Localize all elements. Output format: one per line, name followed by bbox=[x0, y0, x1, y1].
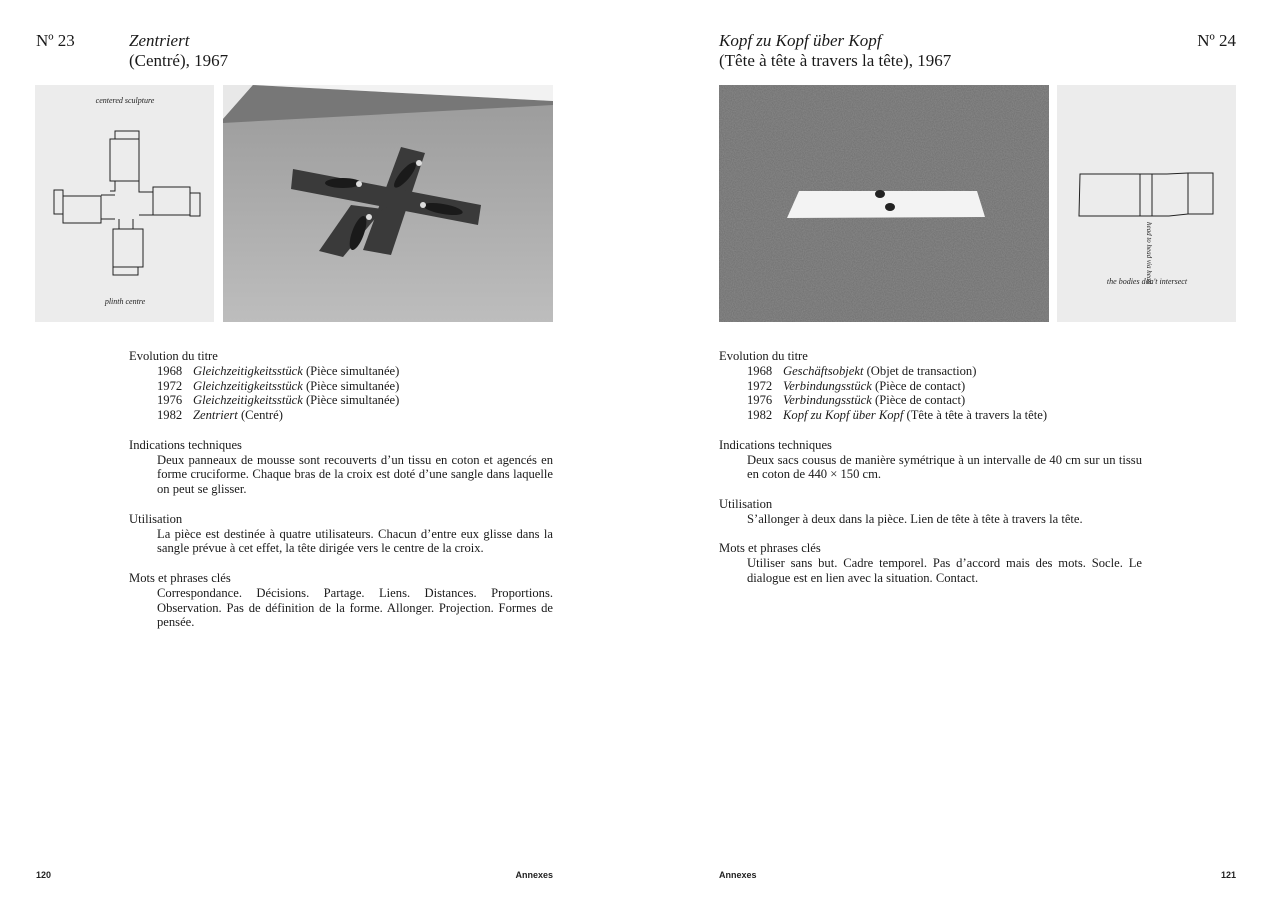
evolution-entry bbox=[719, 379, 1142, 394]
sketch-caption-vertical: head to head via head bbox=[1145, 222, 1153, 284]
evolution-entry bbox=[719, 393, 1142, 408]
work-title bbox=[719, 31, 951, 71]
sketch-centered-sculpture bbox=[35, 85, 214, 322]
entry-title-fr: (Pièce de contact) bbox=[875, 393, 966, 408]
running-footer: Annexes bbox=[515, 870, 553, 880]
section-heading: Indications techniques bbox=[719, 437, 832, 452]
entry-title-de: Geschäftsobjekt bbox=[783, 363, 864, 378]
section-technique bbox=[719, 438, 1142, 482]
section-heading: Evolution du titre bbox=[129, 349, 218, 363]
section-heading: Utilisation bbox=[719, 496, 773, 511]
page-number: 120 bbox=[36, 870, 52, 880]
section-usage bbox=[129, 512, 553, 556]
entry-title-de: Kopf zu Kopf über Kopf bbox=[783, 408, 904, 423]
sketch-caption-top: centered sculpture bbox=[95, 96, 155, 105]
evolution-entry bbox=[129, 364, 553, 379]
entry-year: 1982 bbox=[747, 408, 773, 423]
entry-title-fr: (Pièce simultanée) bbox=[305, 363, 400, 378]
right-text-body bbox=[719, 349, 1142, 601]
entry-year: 1976 bbox=[157, 393, 183, 408]
section-heading: Mots et phrases clés bbox=[129, 570, 231, 585]
section-text: La pièce est destinée à quatre utilisateurs. Chacun d’entre eux glisse dans la sangle prévue à cet effet, la tête dirigée vers le centre de la croix. bbox=[157, 526, 553, 556]
entry-year: 1976 bbox=[747, 393, 773, 408]
entry-title-de: Verbindungsstück bbox=[783, 378, 872, 393]
work-number: Nº 23 bbox=[36, 31, 75, 50]
entry-year: 1972 bbox=[747, 378, 773, 393]
entry-year: 1968 bbox=[747, 363, 773, 378]
photo-cross-installation bbox=[223, 85, 553, 322]
work-title bbox=[129, 31, 228, 71]
sketch-caption-bottom: plinth centre bbox=[104, 297, 146, 306]
entry-title-fr: (Objet de transaction) bbox=[866, 363, 977, 378]
section-heading: Mots et phrases clés bbox=[719, 541, 821, 556]
section-keywords bbox=[719, 541, 1142, 585]
entry-year: 1972 bbox=[157, 378, 183, 393]
section-text: S’allonger à deux dans la pièce. Lien de tête à tête à travers la tête. bbox=[747, 511, 1083, 526]
entry-title-fr: (Pièce simultanée) bbox=[305, 378, 400, 393]
entry-title-de: Gleichzeitigkeitsstück bbox=[193, 378, 303, 393]
section-text: Correspondance. Décisions. Partage. Liens. Distances. Proportions. Observation. Pas de définition de la forme. Allonger. Projection. Formes de pensée. bbox=[157, 585, 553, 630]
section-text: Deux panneaux de mousse sont recouverts d’un tissu en coton et agencés en forme cruciforme. Chaque bras de la croix est doté d’une sangle dans laquelle on peut se glisser. bbox=[157, 452, 553, 497]
section-title-evolution bbox=[129, 349, 553, 423]
running-footer: Annexes bbox=[719, 870, 757, 880]
title-french: (Centré), 1967 bbox=[129, 51, 229, 70]
section-text: Utiliser sans but. Cadre temporel. Pas d’accord mais des mots. Socle. Le dialogue est en lien avec la situation. Contact. bbox=[747, 556, 1142, 585]
entry-title-de: Verbindungsstück bbox=[783, 393, 872, 408]
title-german: Kopf zu Kopf über Kopf bbox=[719, 31, 882, 50]
section-title-evolution bbox=[719, 349, 1142, 423]
entry-title-fr: (Pièce simultanée) bbox=[305, 393, 400, 408]
entry-title-fr: (Pièce de contact) bbox=[875, 378, 966, 393]
left-text-body bbox=[129, 349, 553, 645]
section-usage bbox=[719, 497, 1142, 527]
page-number: 121 bbox=[1220, 870, 1236, 880]
evolution-entry bbox=[129, 408, 553, 423]
entry-title-fr: (Tête à tête à travers la tête) bbox=[906, 408, 1048, 423]
entry-title-de: Gleichzeitigkeitsstück bbox=[193, 363, 303, 378]
entry-title-de: Gleichzeitigkeitsstück bbox=[193, 393, 303, 408]
evolution-entry bbox=[719, 364, 1142, 379]
section-keywords bbox=[129, 571, 553, 630]
title-french: (Tête à tête à travers la tête), 1967 bbox=[719, 51, 952, 70]
evolution-entry bbox=[719, 408, 1142, 423]
work-number: Nº 24 bbox=[1197, 31, 1236, 50]
entry-year: 1982 bbox=[157, 408, 183, 423]
section-heading: Evolution du titre bbox=[719, 349, 808, 363]
section-heading: Utilisation bbox=[129, 511, 183, 526]
sketch-caption-bottom: the bodies don't intersect bbox=[1106, 277, 1188, 286]
section-text: Deux sacs cousus de manière symétrique à un intervalle de 40 cm sur un tissu en coton de 440 × 150 cm. bbox=[747, 452, 1142, 482]
evolution-entry bbox=[129, 393, 553, 408]
evolution-entry bbox=[129, 379, 553, 394]
section-technique bbox=[129, 438, 553, 497]
entry-title-fr: (Centré) bbox=[240, 408, 283, 423]
photo-head-to-head bbox=[719, 85, 1049, 322]
sketch-head-to-head bbox=[1057, 85, 1236, 322]
entry-year: 1968 bbox=[157, 363, 183, 378]
entry-title-de: Zentriert bbox=[193, 408, 238, 423]
section-heading: Indications techniques bbox=[129, 437, 242, 452]
title-german: Zentriert bbox=[129, 31, 190, 50]
